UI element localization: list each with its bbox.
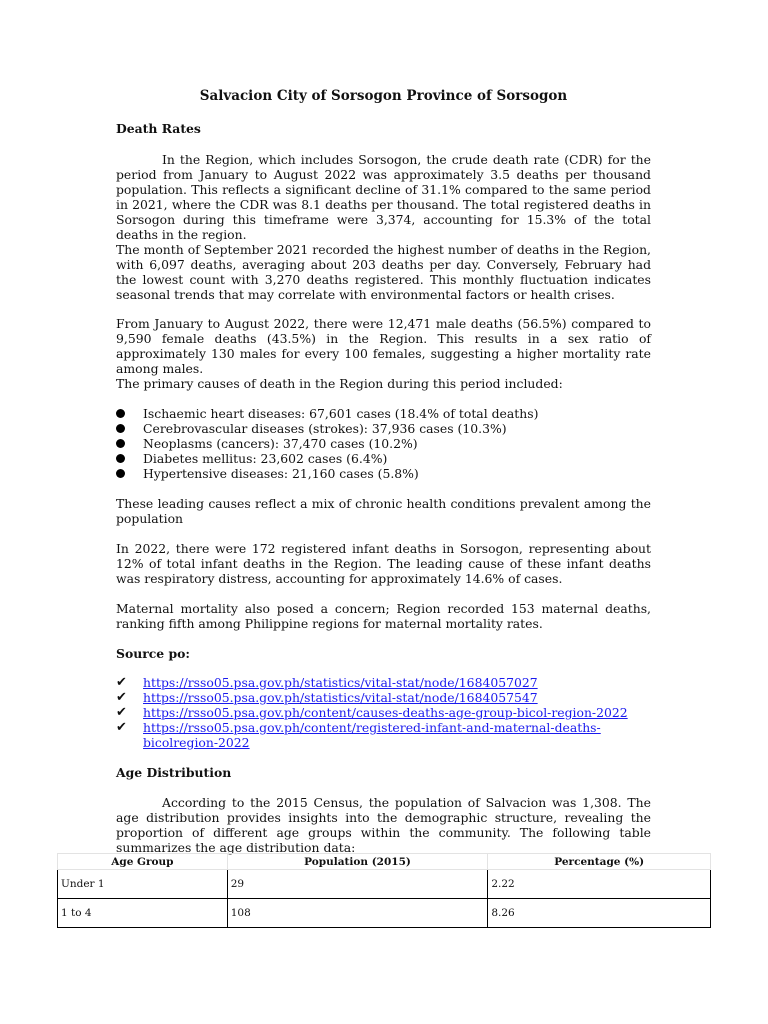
page-title: Salvacion City of Sorsogon Province of Sorsogon [199, 88, 568, 104]
table-cell: 1 to 4 [58, 899, 228, 928]
list-item: Cerebrovascular diseases (strokes): 37,936 cases (10.3%) [116, 421, 651, 436]
source-link[interactable]: https://rsso05.psa.gov.ph/content/registered-infant-and-maternal-deaths-bicolregion-2022 [143, 720, 601, 750]
checkmark-icon: ✔ [116, 705, 127, 720]
age-distribution-paragraph: According to the 2015 Census, the population of Salvacion was 1,308. The age distribution provides insights into the demographic structure, revealing the proportion of different age groups within the community. The following table summarizes the age distribution data: [116, 795, 651, 855]
death-rates-paragraph-1: In the Region, which includes Sorsogon, the crude death rate (CDR) for the period from January to August 2022 was approximately 3.5 deaths per thousand population. This reflects a significant decline of 31.1% compared to the same period in 2021, where the CDR was 8.1 deaths per thousand. The total registered deaths in Sorsogon during this timeframe were 3,374, accounting for 15.3% of the total deaths in the region. [116, 152, 651, 242]
list-item: Hypertensive diseases: 21,160 cases (5.8%) [116, 466, 651, 481]
causes-list [116, 406, 651, 481]
infant-deaths-paragraph: In 2022, there were 172 registered infant deaths in Sorsogon, representing about 12% of total infant deaths in the Region. The leading cause of these infant deaths was respiratory distress, accounting for approximately 14.6% of cases. [116, 541, 651, 586]
list-item: Diabetes mellitus: 23,602 cases (6.4%) [116, 451, 651, 466]
causes-summary: These leading causes reflect a mix of chronic health conditions prevalent among the population [116, 496, 651, 526]
table-cell: 108 [227, 899, 488, 928]
age-distribution-heading: Age Distribution [116, 765, 232, 780]
column-header: Percentage (%) [488, 854, 711, 870]
bullet-icon [116, 439, 125, 448]
maternal-mortality-paragraph: Maternal mortality also posed a concern; Region recorded 153 maternal deaths, ranking fifth among Philippine regions for maternal mortality rates. [116, 601, 651, 631]
checkmark-icon: ✔ [116, 675, 127, 690]
table-cell: 2.22 [488, 870, 711, 899]
checkmark-icon: ✔ [116, 720, 127, 735]
table-header-row [58, 854, 711, 870]
list-item: Neoplasms (cancers): 37,470 cases (10.2%) [116, 436, 651, 451]
age-distribution-table [57, 853, 711, 928]
sources-list [116, 675, 651, 750]
table-cell: Under 1 [58, 870, 228, 899]
bullet-icon [116, 454, 125, 463]
source-link[interactable]: https://rsso05.psa.gov.ph/statistics/vital-stat/node/1684057027 [143, 675, 538, 690]
bullet-icon [116, 424, 125, 433]
source-link[interactable]: https://rsso05.psa.gov.ph/statistics/vital-stat/node/1684057547 [143, 690, 538, 705]
bullet-icon [116, 469, 125, 478]
checkmark-icon: ✔ [116, 690, 127, 705]
source-link[interactable]: https://rsso05.psa.gov.ph/content/causes-deaths-age-group-bicol-region-2022 [143, 705, 628, 720]
bullet-icon [116, 409, 125, 418]
column-header: Population (2015) [227, 854, 488, 870]
causes-intro: The primary causes of death in the Region during this period included: [116, 376, 563, 391]
source-item [116, 720, 651, 750]
death-rates-paragraph-2: The month of September 2021 recorded the highest number of deaths in the Region, with 6,097 deaths, averaging about 203 deaths per day. Conversely, February had the lowest count with 3,270 deaths registered. This monthly fluctuation indicates seasonal trends that may correlate with environmental factors or health crises. [116, 242, 651, 302]
column-header: Age Group [58, 854, 228, 870]
death-rates-paragraph-3: From January to August 2022, there were 12,471 male deaths (56.5%) compared to 9,590 female deaths (43.5%) in the Region. This results in a sex ratio of approximately 130 males for every 100 females, suggesting a higher mortality rate among males. [116, 316, 651, 376]
table-row [58, 899, 711, 928]
source-item [116, 705, 651, 720]
sources-heading: Source po: [116, 646, 190, 661]
table-row [58, 870, 711, 899]
source-item [116, 675, 651, 690]
death-rates-heading: Death Rates [116, 121, 201, 136]
table-cell: 8.26 [488, 899, 711, 928]
list-item: Ischaemic heart diseases: 67,601 cases (18.4% of total deaths) [116, 406, 651, 421]
source-item [116, 690, 651, 705]
table-cell: 29 [227, 870, 488, 899]
